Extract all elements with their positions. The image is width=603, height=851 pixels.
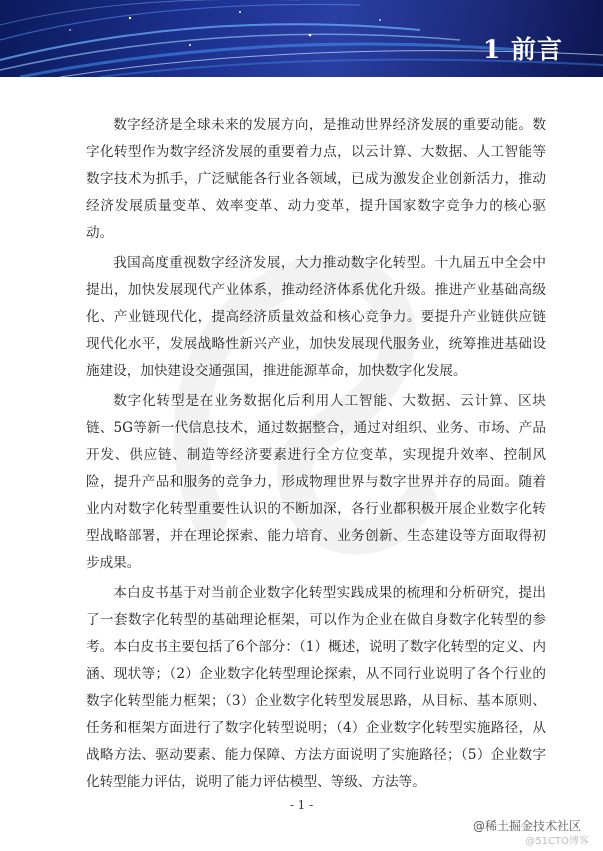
- paragraph: 本白皮书基于对当前企业数字化转型实践成果的梳理和分析研究，提出了一套数字化转型的基础理论框架，可以作为企业在做自身数字化转型的参考。本白皮书主要包括了6个部分：（1）概述，说明了数字化转型的定义、内涵、现状等；（2）企业数字化转型理论探索，从不同行业说明了各个行业的数字化转型能力框架；（3）企业数字化转型发展思路，从目标、基本原则、任务和框架方面进行了数字化转型说明；（4）企业数字化转型实施路径，从战略方法、驱动要素、能力保障、方法方面说明了实施路径；（5）企业数字化转型能力评估，说明了能力评估模型、等级、方法等。: [86, 585, 546, 790]
- page-number: - 1 -: [289, 798, 314, 812]
- body-text: [86, 112, 546, 799]
- paragraph: 数字化转型是在业务数据化后利用人工智能、大数据、云计算、区块链、5G等新一代信息技术，通过数据整合，通过对组织、业务、市场、产品开发、供应链、制造等经济要素进行全方位变革，实现提升效率、控制风险，提升产品和服务的竞争力，形成物理世界与数字世界并存的局面。随着业内对数字化转型重要性认识的不断加深，各行业都积极开展企业数字化转型战略部署，并在理论探索、能力培育、业务创新、生态建设等方面取得初步成果。: [86, 393, 546, 571]
- header-banner: [0, 0, 603, 77]
- site-credit-watermark: @稀土掘金技术社区: [472, 819, 581, 833]
- chapter-title: 1 前言: [482, 35, 563, 64]
- paragraph: 数字经济是全球未来的发展方向，是推动世界经济发展的重要动能。数字化转型作为数字经济发展的重要着力点，以云计算、大数据、人工智能等数字技术为抓手，广泛赋能各行业各领域，已成为激发企业创新活力，推动经济发展质量变革、效率变革、动力变革，提升国家数字竞争力的核心驱动。: [86, 117, 546, 241]
- paragraph: 我国高度重视数字经济发展，大力推动数字化转型。十九届五中全会中提出，加快发展现代产业体系，推动经济体系优化升级。推进产业基础高级化、产业链现代化，提高经济质量效益和核心竞争力。要提升产业链供应链现代化水平，发展战略性新兴产业，加快发展现代服务业，统筹推进基础设施建设，加快建设交通强国，推进能源革命，加快数字化发展。: [86, 255, 546, 379]
- blog-credit-watermark: @51CTO博客: [525, 836, 589, 847]
